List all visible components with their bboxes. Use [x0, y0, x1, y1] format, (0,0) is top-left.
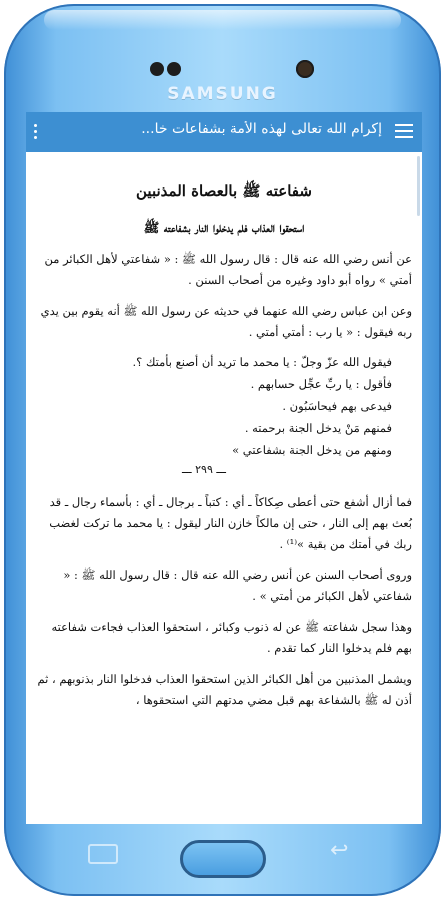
front-sensor-icon: [150, 62, 164, 76]
paragraph: وروى أصحاب السنن عن أنس رضي الله عنه قال : قال رسول الله ﷺ : « شفاعتي لأهل الكبائر من أمتي » .: [63, 568, 412, 603]
phone-frame: [4, 4, 441, 896]
device-brand-label: SAMSUNG: [167, 84, 278, 104]
text-line: فمنهم مَنْ يدخل الجنة برحمته .: [244, 421, 392, 435]
paragraph: ويشمل المذنبين من أهل الكبائر الذين استحقوا العذاب فدخلوا النار بذنوبهم ، ثم أذن له ﷺ بالشفاعة بهم قبل مضي مدتهم التي استحقوها ،: [37, 672, 412, 707]
section-heading: شفاعته ﷺ بالعصاة المذنبين: [136, 182, 312, 200]
app-bar: [26, 112, 422, 152]
text-line: فيدعى بهم فيحاسَبُون .: [282, 399, 392, 413]
paragraph: فما أزال أشفع حتى أعطى صِكاكاً ـ أي : كتباً ـ برجال ـ أي : بأسماء رجال ـ قد بُعث بهم إلى النار ، حتى إن مالكاً خازن النار ليقول : يا محمد ما تركت لغضب ربك في أمتك من بقية »⁽¹⁾ .: [49, 495, 412, 551]
phone-bezel-highlight: [44, 10, 401, 30]
back-icon[interactable]: ↩: [330, 838, 349, 863]
home-button[interactable]: [180, 840, 266, 878]
paragraph: وهذا سجل شفاعته ﷺ عن له ذنوب وكبائر ، استحقوا العذاب فجاءت شفاعته بهم فلم يدخلوا النار كما تقدم .: [51, 620, 412, 655]
paragraph: عن أنس رضي الله عنه قال : قال رسول الله ﷺ : « شفاعتي لأهل الكبائر من أمتي » رواه أبو داود وغيره من أصحاب السنن .: [44, 252, 412, 287]
page-title: إكرام الله تعالى لهذه الأمة بشفاعات خا...: [141, 121, 382, 137]
more-options-icon[interactable]: [34, 124, 38, 140]
recent-apps-icon[interactable]: [88, 844, 118, 864]
paragraph: وعن ابن عباس رضي الله عنهما في حديثه عن رسول الله ﷺ أنه يقوم بين يدي ربه فيقول : « يا رب : أمتي أمتي .: [40, 304, 412, 339]
hadith-lines: [26, 351, 422, 461]
phone-screen: [26, 112, 422, 824]
front-sensor-icon: [167, 62, 181, 76]
text-line: فيقول الله عزّ وجلّ : يا محمد ما تريد أن أصنع بأمتك ؟.: [132, 355, 392, 369]
phone-nav-bar: [4, 826, 441, 896]
hamburger-menu-icon[interactable]: [395, 124, 413, 139]
front-camera-icon: [296, 60, 314, 78]
page-number: ـــ ٢٩٩ ـــ: [181, 463, 227, 476]
text-line: ومنهم من يدخل الجنة بشفاعتي »: [232, 443, 392, 457]
section-subheading: استحقوا العذاب فلم يدخلوا النار بشفاعته ﷺ: [143, 221, 305, 236]
text-line: فأقول : يا ربِّ عجِّل حسابهم .: [250, 377, 392, 391]
article-content: [26, 152, 422, 824]
